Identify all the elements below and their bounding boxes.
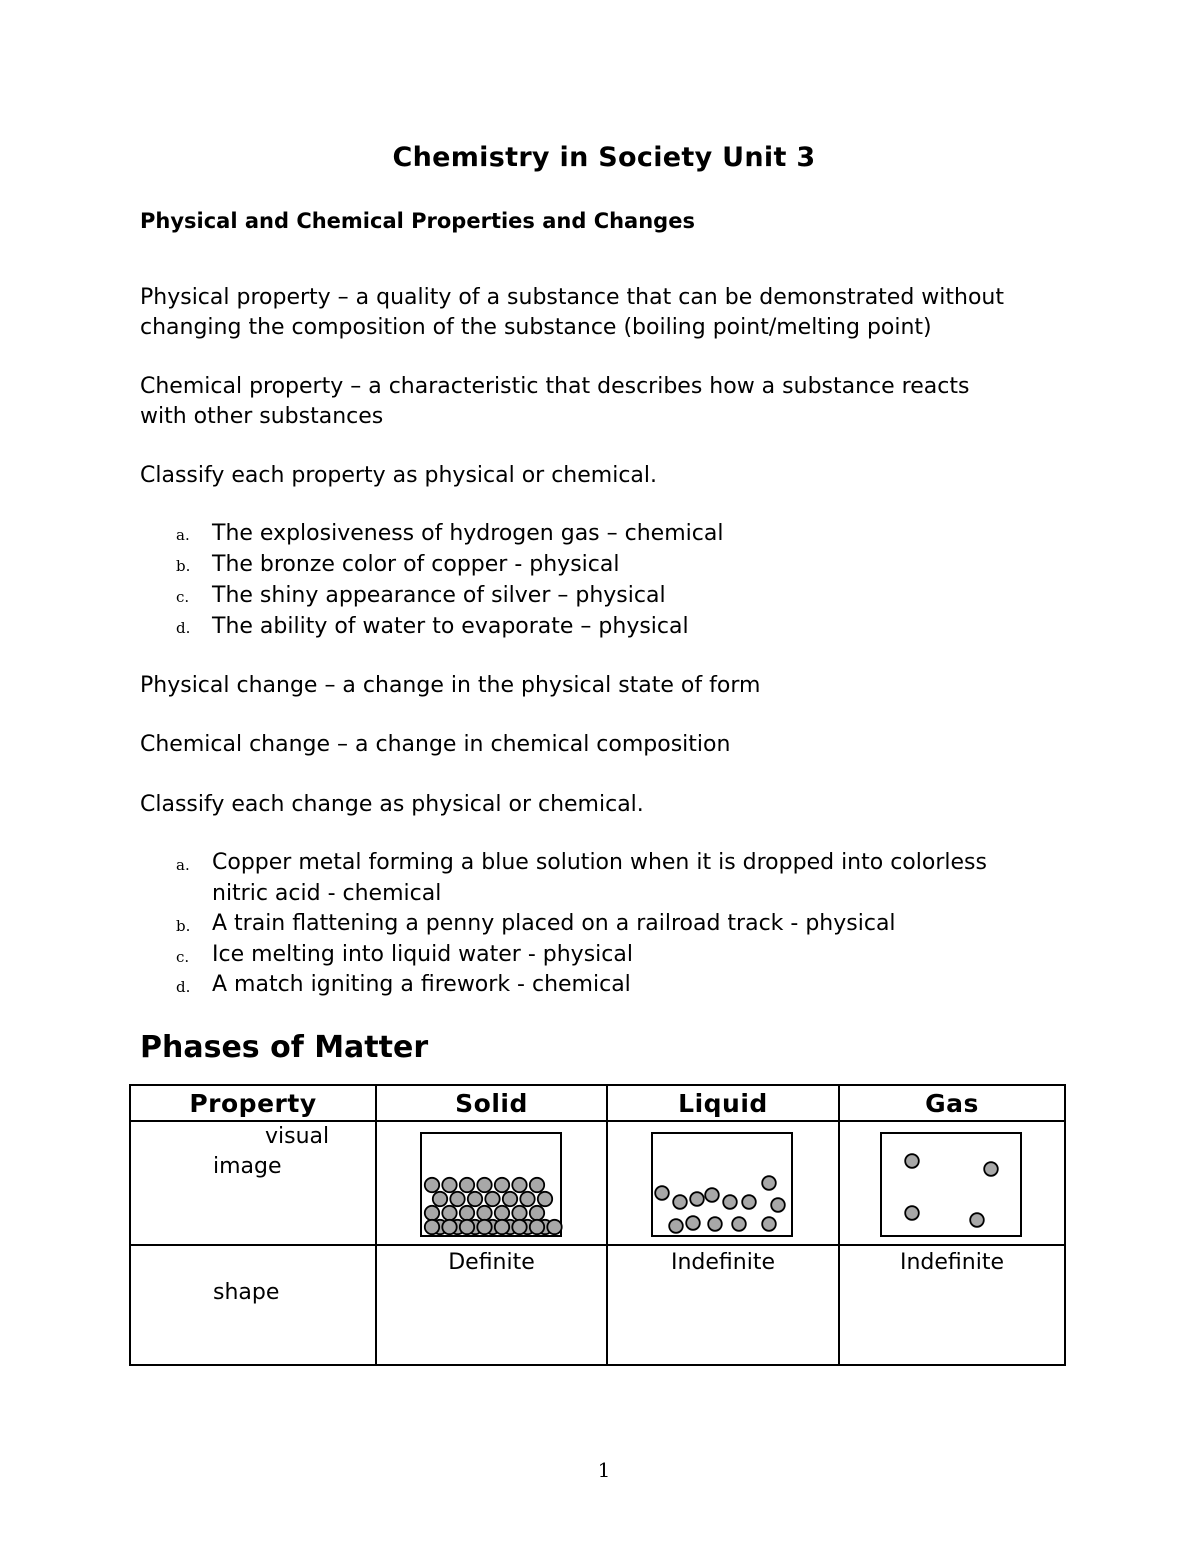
table-row: [130, 1245, 1065, 1365]
chemical-property-definition: [140, 372, 969, 432]
particle: [529, 1220, 543, 1234]
particles: [424, 1178, 561, 1234]
particle: [537, 1192, 551, 1206]
phases-heading: Phases of Matter: [140, 1030, 429, 1065]
particle: [655, 1186, 669, 1200]
phases-table: [129, 1084, 1066, 1366]
particle: [732, 1217, 746, 1231]
gas-shape-value: Indefinite: [839, 1245, 1065, 1365]
particle: [477, 1206, 491, 1220]
row-label-shape: shape: [130, 1245, 376, 1365]
particle: [477, 1220, 491, 1234]
particle: [512, 1206, 526, 1220]
particle: [432, 1192, 446, 1206]
list-item-text: A match igniting a firework - chemical: [212, 972, 631, 997]
physical-change-definition: Physical change – a change in the physical state of form: [140, 673, 761, 698]
list-item: [140, 580, 723, 611]
particle: [905, 1206, 919, 1220]
property-list: [140, 518, 723, 642]
particle: [424, 1206, 438, 1220]
list-marker: d.: [176, 978, 191, 996]
table-header-row: [130, 1085, 1065, 1121]
list-marker: a.: [176, 856, 190, 874]
list-item: [140, 940, 987, 971]
column-header: Solid: [376, 1085, 607, 1121]
change-list: [140, 848, 987, 1001]
particle: [502, 1192, 516, 1206]
list-item-text: Copper metal forming a blue solution when it is dropped into colorless: [212, 850, 987, 875]
particle: [708, 1217, 722, 1231]
gas-visual-cell: [839, 1121, 1065, 1245]
definition-line: Chemical property – a characteristic that describes how a substance reacts: [140, 374, 970, 399]
column-header: Gas: [839, 1085, 1065, 1121]
section-subtitle: Physical and Chemical Properties and Changes: [140, 209, 695, 233]
chemical-change-definition: Chemical change – a change in chemical composition: [140, 732, 731, 757]
list-item: [140, 549, 723, 580]
particle: [459, 1206, 473, 1220]
particle: [442, 1220, 456, 1234]
particle: [529, 1178, 543, 1192]
particle: [494, 1178, 508, 1192]
liquid-visual-cell: [607, 1121, 839, 1245]
particle: [467, 1192, 481, 1206]
liquid-shape-value: Indefinite: [607, 1245, 839, 1365]
list-item: [140, 518, 723, 549]
row-label-line: image: [213, 1154, 282, 1179]
list-item-text: The shiny appearance of silver – physical: [212, 583, 666, 608]
solid-shape-value: Definite: [376, 1245, 607, 1365]
particle: [494, 1206, 508, 1220]
particle: [547, 1220, 561, 1234]
list-marker: a.: [176, 526, 190, 544]
particle: [690, 1192, 704, 1206]
list-item-text: The bronze color of copper - physical: [212, 552, 620, 577]
particle: [450, 1192, 464, 1206]
row-label-visual-image: [130, 1121, 376, 1245]
particle: [970, 1213, 984, 1227]
particle: [705, 1188, 719, 1202]
particle: [459, 1220, 473, 1234]
particle: [485, 1192, 499, 1206]
particle: [512, 1220, 526, 1234]
definition-line: Physical property – a quality of a substance that can be demonstrated without: [140, 285, 1005, 310]
list-marker: b.: [176, 917, 191, 935]
particle: [762, 1176, 776, 1190]
particle: [442, 1206, 456, 1220]
particle: [477, 1178, 491, 1192]
list-item: [140, 611, 723, 642]
particle: [984, 1162, 998, 1176]
particle: [742, 1195, 756, 1209]
list-marker: b.: [176, 557, 191, 575]
list-item-text: nitric acid - chemical: [212, 880, 442, 906]
page-title: Chemistry in Society Unit 3: [392, 142, 816, 173]
solid-particle-box: [420, 1132, 564, 1238]
particle: [723, 1195, 737, 1209]
particles: [905, 1154, 998, 1227]
list-marker: c.: [176, 947, 190, 966]
list-item: [140, 848, 987, 909]
particle: [520, 1192, 534, 1206]
classify-changes-prompt: Classify each change as physical or chemical.: [140, 792, 644, 817]
list-item-text: The ability of water to evaporate – physical: [212, 614, 689, 639]
definition-line: changing the composition of the substance (boiling point/melting point): [140, 315, 932, 340]
physical-property-definition: [140, 283, 1004, 343]
particle: [424, 1178, 438, 1192]
list-item-text: A train flattening a penny placed on a railroad track - physical: [212, 911, 896, 936]
classify-properties-prompt: Classify each property as physical or chemical.: [140, 463, 657, 488]
definition-line: with other substances: [140, 404, 384, 429]
liquid-particle-box: [651, 1132, 795, 1238]
column-header: Property: [130, 1085, 376, 1121]
list-marker: c.: [176, 588, 190, 606]
particle: [442, 1178, 456, 1192]
list-item-text: The explosiveness of hydrogen gas – chemical: [212, 521, 724, 546]
particle: [512, 1178, 526, 1192]
particle: [771, 1198, 785, 1212]
particle: [673, 1195, 687, 1209]
particle: [762, 1217, 776, 1231]
solid-visual-cell: [376, 1121, 607, 1245]
particle: [459, 1178, 473, 1192]
particle: [529, 1206, 543, 1220]
column-header: Liquid: [607, 1085, 839, 1121]
list-item: [140, 970, 987, 1001]
particle: [669, 1219, 683, 1233]
gas-particle-box: [880, 1132, 1024, 1238]
table-row: [130, 1121, 1065, 1245]
particle: [686, 1216, 700, 1230]
list-item: [140, 909, 987, 940]
list-item-text: Ice melting into liquid water - physical: [212, 941, 633, 967]
particle: [905, 1154, 919, 1168]
particle: [424, 1220, 438, 1234]
row-label-line: visual: [265, 1124, 330, 1149]
particles: [655, 1176, 785, 1233]
page-number: 1: [597, 1458, 611, 1482]
container-outline: [881, 1133, 1021, 1236]
particle: [494, 1220, 508, 1234]
list-marker: d.: [176, 619, 191, 637]
